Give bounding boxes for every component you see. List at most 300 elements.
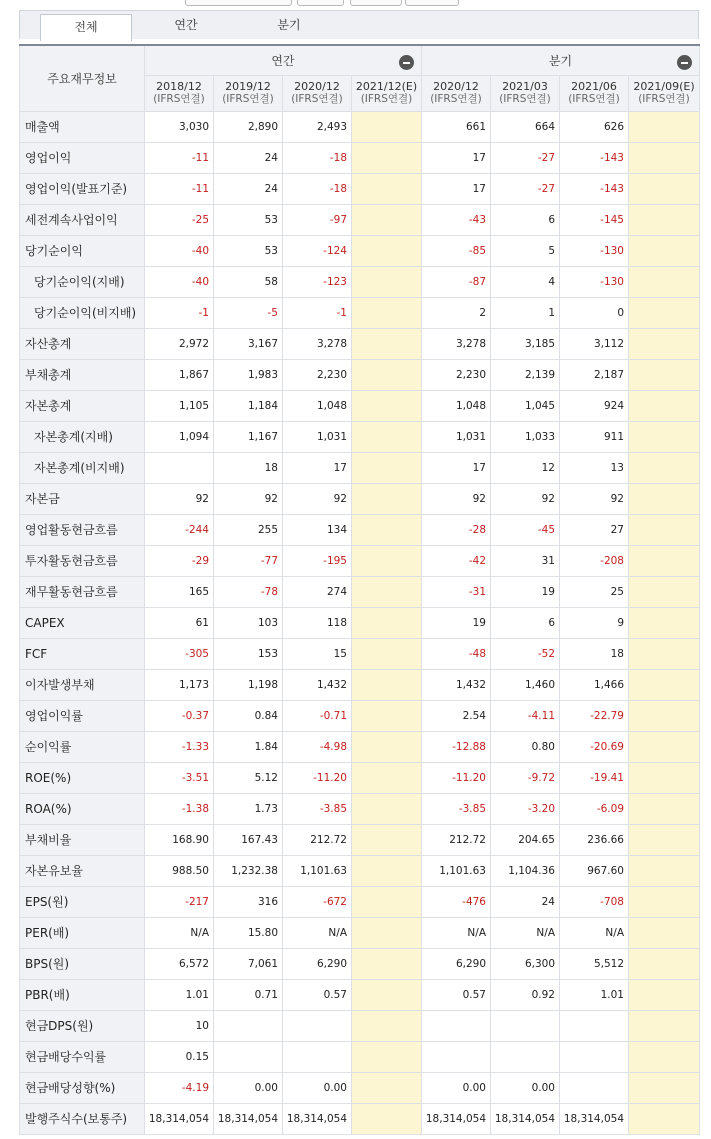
table-row (20, 607, 700, 638)
table-cell (352, 731, 422, 762)
table-cell: -4.19 (145, 1072, 214, 1103)
table-cell: 58 (214, 266, 283, 297)
table-cell (352, 359, 422, 390)
table-row (20, 328, 700, 359)
table-row (20, 514, 700, 545)
table-cell (629, 359, 700, 390)
table-cell: -0.37 (145, 700, 214, 731)
table-cell (629, 111, 700, 142)
table-row (20, 390, 700, 421)
table-cell: 17 (422, 173, 491, 204)
row-label: 현금배당성향(%) (20, 1072, 145, 1103)
table-cell: 1,867 (145, 359, 214, 390)
table-cell: 2,890 (214, 111, 283, 142)
table-row (20, 638, 700, 669)
table-cell: -6.09 (560, 793, 629, 824)
filter-button-partial-3[interactable] (405, 0, 459, 6)
table-cell: 0.57 (422, 979, 491, 1010)
table-cell (629, 421, 700, 452)
table-cell: 967.60 (560, 855, 629, 886)
footer-note-partial (360, 1133, 700, 1139)
table-cell (214, 1010, 283, 1041)
table-cell (283, 1010, 352, 1041)
row-label: 순이익률 (20, 731, 145, 762)
table-cell: 0.84 (214, 700, 283, 731)
table-cell: -1.33 (145, 731, 214, 762)
table-cell: 13 (560, 452, 629, 483)
table-cell (352, 1072, 422, 1103)
table-row (20, 204, 700, 235)
table-cell: -195 (283, 545, 352, 576)
top-controls-strip (0, 0, 711, 6)
table-cell: 1.84 (214, 731, 283, 762)
table-cell: -130 (560, 235, 629, 266)
table-row (20, 948, 700, 979)
table-cell (422, 1041, 491, 1072)
table-cell: 6,290 (283, 948, 352, 979)
table-cell (629, 142, 700, 173)
table-cell: -1.38 (145, 793, 214, 824)
table-cell: 0.80 (491, 731, 560, 762)
table-cell: 6 (491, 204, 560, 235)
table-cell: 3,278 (283, 328, 352, 359)
period-basis: (IFRS연결) (638, 93, 690, 105)
table-cell: 2,230 (283, 359, 352, 390)
row-label: 발행주식수(보통주) (20, 1103, 145, 1134)
row-label: 자본유보율 (20, 855, 145, 886)
table-cell: 92 (491, 483, 560, 514)
table-cell: -27 (491, 173, 560, 204)
table-row (20, 793, 700, 824)
table-cell: -97 (283, 204, 352, 235)
table-cell (283, 1041, 352, 1072)
filter-button-partial-2[interactable] (350, 0, 402, 6)
table-row (20, 979, 700, 1010)
period-basis: (IFRS연결) (222, 93, 274, 105)
table-row (20, 1072, 700, 1103)
table-cell (214, 1041, 283, 1072)
table-cell: 1.73 (214, 793, 283, 824)
table-cell: -18 (283, 173, 352, 204)
table-cell: 153 (214, 638, 283, 669)
row-label: 영업이익(발표기준) (20, 173, 145, 204)
table-cell: 212.72 (283, 824, 352, 855)
row-label: 부채총계 (20, 359, 145, 390)
table-cell: 31 (491, 545, 560, 576)
table-cell: 24 (491, 886, 560, 917)
table-cell: -22.79 (560, 700, 629, 731)
table-row (20, 483, 700, 514)
table-cell: 1,466 (560, 669, 629, 700)
row-label: 이자발생부채 (20, 669, 145, 700)
table-cell (352, 390, 422, 421)
table-cell: 25 (560, 576, 629, 607)
tab-annual[interactable]: 연간 (174, 18, 198, 32)
table-cell: -40 (145, 266, 214, 297)
table-cell (629, 173, 700, 204)
table-cell: 15 (283, 638, 352, 669)
table-body (20, 111, 700, 1134)
table-cell: 7,061 (214, 948, 283, 979)
row-label: 영업이익률 (20, 700, 145, 731)
table-cell: 10 (145, 1010, 214, 1041)
table-cell (629, 948, 700, 979)
tab-quarter[interactable]: 분기 (277, 18, 301, 32)
table-cell: 17 (422, 452, 491, 483)
table-row (20, 824, 700, 855)
table-cell: 6 (491, 607, 560, 638)
table-cell: -1 (283, 297, 352, 328)
row-label: 자본총계(비지배) (20, 452, 145, 483)
period-basis: (IFRS연결) (430, 93, 482, 105)
header-corner: 주요재무정보 (20, 45, 145, 111)
row-label: 당기순이익(비지배) (20, 297, 145, 328)
table-cell (352, 545, 422, 576)
table-cell: 18,314,054 (491, 1103, 560, 1134)
table-row (20, 421, 700, 452)
table-cell: N/A (560, 917, 629, 948)
table-cell (352, 762, 422, 793)
period-header-4 (422, 75, 491, 111)
table-cell: -42 (422, 545, 491, 576)
row-label: EPS(원) (20, 886, 145, 917)
table-cell (352, 886, 422, 917)
table-cell: 92 (283, 483, 352, 514)
row-label: 당기순이익 (20, 235, 145, 266)
table-cell (352, 576, 422, 607)
table-cell: 17 (283, 452, 352, 483)
table-cell: -244 (145, 514, 214, 545)
table-cell (629, 328, 700, 359)
table-cell: 0.15 (145, 1041, 214, 1072)
table-row (20, 762, 700, 793)
table-cell: 53 (214, 235, 283, 266)
table-cell: -77 (214, 545, 283, 576)
table-cell: 0.00 (491, 1072, 560, 1103)
row-label: PBR(배) (20, 979, 145, 1010)
table-cell: 204.65 (491, 824, 560, 855)
table-cell: 6,300 (491, 948, 560, 979)
table-cell (629, 235, 700, 266)
table-cell: N/A (422, 917, 491, 948)
table-cell: 1,033 (491, 421, 560, 452)
financial-summary-table (19, 44, 700, 1135)
table-cell: -3.51 (145, 762, 214, 793)
table-cell: -19.41 (560, 762, 629, 793)
header-group-quarter (422, 45, 700, 75)
table-cell (352, 855, 422, 886)
table-cell: 1,198 (214, 669, 283, 700)
table-row (20, 1010, 700, 1041)
row-label: 자본총계 (20, 390, 145, 421)
table-cell: -143 (560, 173, 629, 204)
table-cell: 18,314,054 (422, 1103, 491, 1134)
table-cell: 0.00 (422, 1072, 491, 1103)
table-cell: 92 (145, 483, 214, 514)
table-cell: -18 (283, 142, 352, 173)
period-date: 2020/12 (433, 80, 479, 93)
table-cell: -78 (214, 576, 283, 607)
table-row (20, 266, 700, 297)
table-cell: 1,173 (145, 669, 214, 700)
table-cell (629, 979, 700, 1010)
table-cell: 236.66 (560, 824, 629, 855)
table-cell: 1 (491, 297, 560, 328)
row-label: 자본총계(지배) (20, 421, 145, 452)
table-cell: 18,314,054 (214, 1103, 283, 1134)
table-cell: -45 (491, 514, 560, 545)
table-cell (352, 1041, 422, 1072)
table-cell (629, 700, 700, 731)
table-cell: 0.57 (283, 979, 352, 1010)
table-cell: -85 (422, 235, 491, 266)
table-cell: 1.01 (145, 979, 214, 1010)
table-cell: -305 (145, 638, 214, 669)
row-label: BPS(원) (20, 948, 145, 979)
table-cell: N/A (145, 917, 214, 948)
row-label: 부채비율 (20, 824, 145, 855)
table-cell: -29 (145, 545, 214, 576)
table-cell (629, 576, 700, 607)
period-basis: (IFRS연결) (568, 93, 620, 105)
table-cell: 9 (560, 607, 629, 638)
table-cell (491, 1010, 560, 1041)
table-cell (629, 886, 700, 917)
collapse-quarter-icon[interactable] (677, 55, 692, 70)
table-cell: -3.85 (422, 793, 491, 824)
table-cell (629, 855, 700, 886)
table-cell (352, 266, 422, 297)
table-cell: 2,493 (283, 111, 352, 142)
table-cell: 3,167 (214, 328, 283, 359)
row-label: 현금배당수익률 (20, 1041, 145, 1072)
header-group-annual (145, 45, 422, 75)
table-cell: 134 (283, 514, 352, 545)
period-header-1 (214, 75, 283, 111)
table-cell: 12 (491, 452, 560, 483)
table-cell (352, 1010, 422, 1041)
table-cell (629, 545, 700, 576)
table-cell (352, 452, 422, 483)
table-row (20, 452, 700, 483)
table-cell (629, 514, 700, 545)
period-select-partial[interactable] (185, 0, 292, 6)
tab-all[interactable]: 전체 (40, 14, 132, 41)
table-cell: 165 (145, 576, 214, 607)
table-cell (629, 204, 700, 235)
table-row (20, 731, 700, 762)
table-cell (629, 1041, 700, 1072)
table-cell: -3.20 (491, 793, 560, 824)
table-cell: 27 (560, 514, 629, 545)
period-basis: (IFRS연결) (499, 93, 551, 105)
table-cell: 1,031 (422, 421, 491, 452)
table-cell (629, 731, 700, 762)
table-cell: 118 (283, 607, 352, 638)
table-cell: -4.98 (283, 731, 352, 762)
period-date: 2020/12 (294, 80, 340, 93)
table-cell: 3,112 (560, 328, 629, 359)
table-row (20, 297, 700, 328)
table-cell (629, 1072, 700, 1103)
row-label: 당기순이익(지배) (20, 266, 145, 297)
table-cell (352, 638, 422, 669)
table-cell: 1,432 (422, 669, 491, 700)
table-row (20, 359, 700, 390)
table-cell: 1,184 (214, 390, 283, 421)
row-label: 자산총계 (20, 328, 145, 359)
tab-bar (19, 10, 699, 39)
table-row (20, 917, 700, 948)
table-cell: 3,185 (491, 328, 560, 359)
table-cell: -130 (560, 266, 629, 297)
table-cell (352, 824, 422, 855)
period-date: 2021/12(E) (355, 80, 418, 93)
row-label: 투자활동현금흐름 (20, 545, 145, 576)
table-cell: 988.50 (145, 855, 214, 886)
table-cell: 3,030 (145, 111, 214, 142)
table-cell: 255 (214, 514, 283, 545)
table-cell: 626 (560, 111, 629, 142)
collapse-annual-icon[interactable] (399, 55, 414, 70)
table-cell: -11.20 (422, 762, 491, 793)
table-cell: -31 (422, 576, 491, 607)
table-cell (422, 1010, 491, 1041)
table-cell (629, 452, 700, 483)
table-cell (629, 297, 700, 328)
table-cell (352, 173, 422, 204)
group-quarter-label: 분기 (548, 53, 573, 68)
table-cell (352, 1103, 422, 1134)
table-cell (352, 204, 422, 235)
table-cell: 0.00 (214, 1072, 283, 1103)
table-cell: N/A (491, 917, 560, 948)
table-cell: 1,031 (283, 421, 352, 452)
table-cell: 24 (214, 142, 283, 173)
table-cell (352, 297, 422, 328)
period-basis: (IFRS연결) (360, 93, 413, 105)
table-cell: 1,048 (422, 390, 491, 421)
table-cell: 0 (560, 297, 629, 328)
table-cell: -25 (145, 204, 214, 235)
period-date: 2021/03 (502, 80, 548, 93)
table-cell (491, 1041, 560, 1072)
period-basis: (IFRS연결) (291, 93, 343, 105)
row-label: CAPEX (20, 607, 145, 638)
table-cell (352, 421, 422, 452)
table-cell (352, 793, 422, 824)
period-header-7 (629, 75, 700, 111)
table-cell (352, 514, 422, 545)
table-cell: 18,314,054 (283, 1103, 352, 1134)
table-cell: 0.00 (283, 1072, 352, 1103)
table-row (20, 1103, 700, 1134)
table-cell: -43 (422, 204, 491, 235)
period-basis: (IFRS연결) (153, 93, 205, 105)
table-row (20, 576, 700, 607)
table-cell: 1,101.63 (422, 855, 491, 886)
table-cell: -3.85 (283, 793, 352, 824)
table-cell: 2,972 (145, 328, 214, 359)
table-cell (352, 669, 422, 700)
table-cell: 4 (491, 266, 560, 297)
period-header-2 (283, 75, 352, 111)
table-cell: 18,314,054 (145, 1103, 214, 1134)
row-label: PER(배) (20, 917, 145, 948)
row-label: 재무활동현금흐름 (20, 576, 145, 607)
table-cell: 53 (214, 204, 283, 235)
table-cell: -1 (145, 297, 214, 328)
table-cell: -11 (145, 173, 214, 204)
table-cell: 3,278 (422, 328, 491, 359)
row-label: ROA(%) (20, 793, 145, 824)
table-cell (629, 917, 700, 948)
table-cell: 2 (422, 297, 491, 328)
table-cell: 5.12 (214, 762, 283, 793)
group-annual-label: 연간 (271, 53, 295, 68)
table-cell: -145 (560, 204, 629, 235)
table-cell: -87 (422, 266, 491, 297)
table-cell (560, 1041, 629, 1072)
table-cell (145, 452, 214, 483)
period-date: 2021/09(E) (633, 80, 695, 93)
row-label: 자본금 (20, 483, 145, 514)
table-cell: 664 (491, 111, 560, 142)
table-cell: -124 (283, 235, 352, 266)
row-label: 매출액 (20, 111, 145, 142)
period-date: 2019/12 (225, 80, 271, 93)
row-label: 현금DPS(원) (20, 1010, 145, 1041)
table-cell (352, 142, 422, 173)
table-row (20, 173, 700, 204)
table-cell: 61 (145, 607, 214, 638)
table-row (20, 235, 700, 266)
period-header-0 (145, 75, 214, 111)
table-row (20, 669, 700, 700)
table-cell: 18 (214, 452, 283, 483)
table-row (20, 142, 700, 173)
table-cell: 168.90 (145, 824, 214, 855)
table-cell: 5,512 (560, 948, 629, 979)
filter-button-partial[interactable] (297, 0, 344, 6)
table-cell: -40 (145, 235, 214, 266)
table-cell: 2,230 (422, 359, 491, 390)
table-cell: N/A (283, 917, 352, 948)
table-row (20, 855, 700, 886)
table-cell (560, 1010, 629, 1041)
table-row (20, 886, 700, 917)
period-header-5 (491, 75, 560, 111)
table-cell: 661 (422, 111, 491, 142)
table-cell: 6,572 (145, 948, 214, 979)
table-cell (629, 638, 700, 669)
table-cell: -20.69 (560, 731, 629, 762)
table-cell (352, 328, 422, 359)
table-cell: 18,314,054 (560, 1103, 629, 1134)
table-cell: -12.88 (422, 731, 491, 762)
table-cell: 1,232.38 (214, 855, 283, 886)
table-cell: -217 (145, 886, 214, 917)
table-cell (629, 390, 700, 421)
table-cell: 1,460 (491, 669, 560, 700)
table-cell (629, 1010, 700, 1041)
table-cell (352, 700, 422, 731)
table-cell: -0.71 (283, 700, 352, 731)
table-cell (352, 111, 422, 142)
table-cell (629, 1103, 700, 1134)
table-cell: 911 (560, 421, 629, 452)
table-row (20, 545, 700, 576)
